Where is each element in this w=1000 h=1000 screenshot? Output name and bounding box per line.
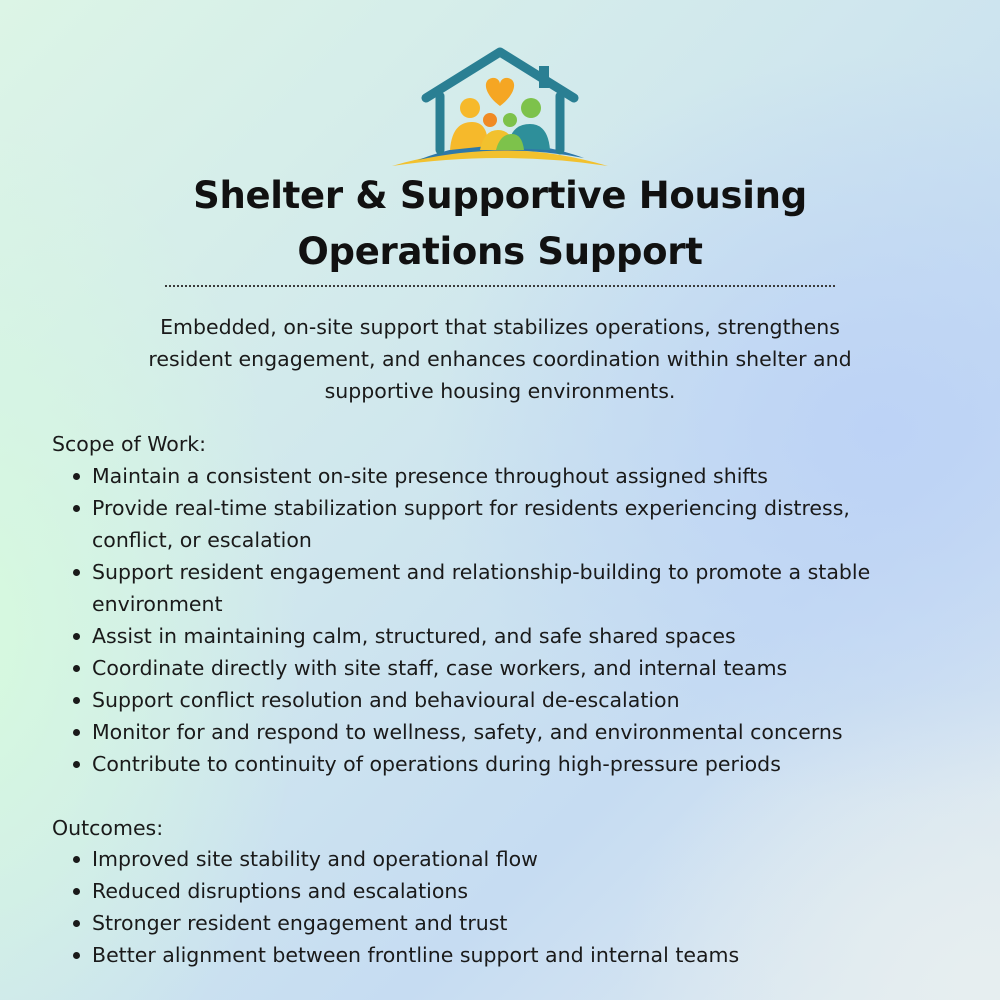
title-line-2: Operations Support bbox=[297, 230, 703, 273]
list-item-text: Provide real-time stabilization support for residents experiencing distress, bbox=[92, 496, 850, 520]
list-item-text: Improved site stability and operational flow bbox=[92, 847, 538, 871]
bullet-dot bbox=[73, 729, 80, 736]
page-title bbox=[100, 168, 900, 280]
list-item-text: Monitor for and respond to wellness, safety, and environmental concerns bbox=[92, 720, 843, 744]
heart-icon bbox=[486, 78, 514, 106]
intro-line-1: Embedded, on-site support that stabilizes operations, strengthens bbox=[160, 315, 840, 339]
person-head-green bbox=[521, 98, 541, 118]
bullet-dot bbox=[73, 473, 80, 480]
bullet-dot bbox=[73, 505, 80, 512]
person-head-yellow bbox=[460, 98, 480, 118]
list-item bbox=[92, 556, 952, 620]
bullet-dot bbox=[73, 952, 80, 959]
scope-heading: Scope of Work: bbox=[52, 432, 207, 456]
scope-list bbox=[52, 460, 952, 780]
intro-paragraph bbox=[120, 311, 880, 407]
list-item-text: Coordinate directly with site staff, case workers, and internal teams bbox=[92, 656, 788, 680]
bullet-dot bbox=[73, 761, 80, 768]
bullet-dot bbox=[73, 856, 80, 863]
list-item-text-continued: environment bbox=[92, 592, 223, 616]
list-item-text: Support resident engagement and relationship-building to promote a stable bbox=[92, 560, 871, 584]
person-head-green-small bbox=[503, 113, 517, 127]
list-item bbox=[92, 460, 952, 492]
list-item bbox=[92, 875, 952, 907]
dotted-divider bbox=[165, 285, 835, 287]
list-item-text: Reduced disruptions and escalations bbox=[92, 879, 469, 903]
house-with-family-icon bbox=[388, 46, 612, 172]
list-item bbox=[92, 684, 952, 716]
list-item bbox=[92, 843, 952, 875]
list-item bbox=[92, 492, 952, 556]
list-item-text: Contribute to continuity of operations during high-pressure periods bbox=[92, 752, 781, 776]
bullet-dot bbox=[73, 888, 80, 895]
bullet-dot bbox=[73, 569, 80, 576]
bullet-dot bbox=[73, 633, 80, 640]
bullet-dot bbox=[73, 665, 80, 672]
outcomes-heading: Outcomes: bbox=[52, 816, 164, 840]
list-item bbox=[92, 620, 952, 652]
chimney-shape bbox=[539, 66, 549, 88]
bullet-dot bbox=[73, 697, 80, 704]
list-item-text: Stronger resident engagement and trust bbox=[92, 911, 508, 935]
intro-line-2: resident engagement, and enhances coordination within shelter and bbox=[148, 347, 852, 371]
title-line-1: Shelter & Supportive Housing bbox=[193, 174, 807, 217]
list-item bbox=[92, 939, 952, 971]
outcomes-list bbox=[52, 843, 952, 971]
person-head-orange bbox=[483, 113, 497, 127]
list-item bbox=[92, 652, 952, 684]
list-item bbox=[92, 716, 952, 748]
list-item-text: Better alignment between frontline support and internal teams bbox=[92, 943, 740, 967]
list-item-text: Maintain a consistent on-site presence throughout assigned shifts bbox=[92, 464, 768, 488]
bullet-dot bbox=[73, 920, 80, 927]
list-item bbox=[92, 748, 952, 780]
list-item bbox=[92, 907, 952, 939]
list-item-text: Assist in maintaining calm, structured, and safe shared spaces bbox=[92, 624, 736, 648]
list-item-text: Support conflict resolution and behavioural de-escalation bbox=[92, 688, 680, 712]
list-item-text-continued: conflict, or escalation bbox=[92, 528, 312, 552]
intro-line-3: supportive housing environments. bbox=[324, 379, 676, 403]
